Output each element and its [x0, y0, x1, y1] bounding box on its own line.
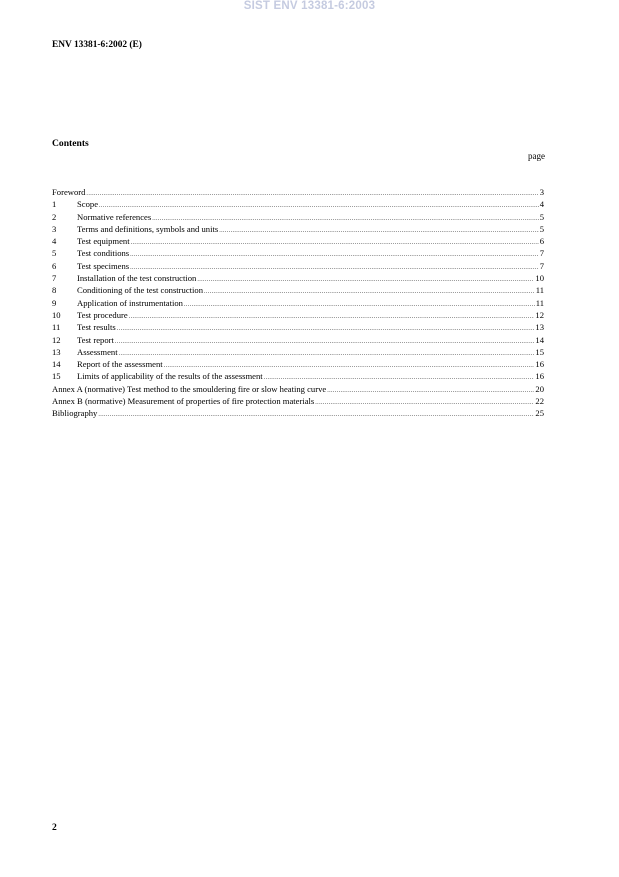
toc-entry-title: Report of the assessment — [77, 359, 163, 370]
toc-dot-leader — [86, 188, 538, 200]
toc-entry-page: 4 — [539, 199, 544, 210]
toc-entry-title: Test conditions — [77, 248, 130, 259]
toc-entry-page: 22 — [535, 396, 544, 407]
toc-entry-title: Application of instrumentation — [77, 297, 183, 308]
toc-entry-15[interactable] — [52, 370, 544, 382]
toc-entry-title: Conditioning of the test construction — [77, 285, 204, 296]
toc-entry-page: 20 — [535, 383, 544, 394]
toc-entry-title: Test report — [77, 334, 114, 345]
toc-entry-number: 13 — [52, 346, 61, 357]
toc-entry-title: Terms and definitions, symbols and units — [77, 223, 219, 234]
toc-entry-number: 5 — [52, 248, 57, 259]
toc-entry-number: 2 — [52, 211, 57, 222]
toc-entry-title: Scope — [77, 199, 99, 210]
toc-dot-leader — [117, 323, 535, 335]
toc-entry-11[interactable] — [52, 321, 544, 333]
toc-dot-leader — [315, 397, 534, 409]
toc-entry-number: 9 — [52, 297, 57, 308]
toc-entry-page: 5 — [539, 211, 544, 222]
toc-dot-leader — [119, 348, 535, 360]
toc-entry-page: 13 — [535, 322, 544, 333]
toc-entry-page: 25 — [535, 408, 544, 419]
toc-entry-number: 6 — [52, 260, 57, 271]
toc-entry-title: Test specimens — [77, 260, 130, 271]
toc-entry-number: 12 — [52, 334, 61, 345]
toc-entry-5[interactable] — [52, 247, 544, 259]
toc-dot-leader — [184, 299, 535, 311]
toc-entry-number: 4 — [52, 236, 57, 247]
toc-entry-page: 11 — [535, 285, 544, 296]
toc-entry-4[interactable] — [52, 235, 544, 247]
toc-entry-page: 5 — [539, 223, 544, 234]
toc-dot-leader — [99, 200, 539, 212]
toc-entry-number: 10 — [52, 309, 61, 320]
toc-dot-leader — [98, 409, 534, 421]
toc-entry-page: 15 — [535, 346, 544, 357]
toc-entry-7[interactable] — [52, 272, 544, 284]
toc-entry-annex-a[interactable] — [52, 383, 544, 395]
toc-dot-leader — [219, 225, 539, 237]
toc-entry-title: Annex A (normative) Test method to the smouldering fire or slow heating curve — [52, 383, 327, 394]
toc-entry-annex-b[interactable] — [52, 395, 544, 407]
toc-entry-13[interactable] — [52, 346, 544, 358]
toc-entry-3[interactable] — [52, 223, 544, 235]
toc-entry-page: 3 — [539, 187, 544, 197]
toc-entry-number: 14 — [52, 359, 61, 370]
toc-dot-leader — [197, 274, 534, 286]
toc-entry-number: 1 — [52, 199, 57, 210]
toc-entry-10[interactable] — [52, 309, 544, 321]
toc-entry-2[interactable] — [52, 211, 544, 223]
toc-entry-page: 16 — [535, 371, 544, 382]
toc-entry-page: 7 — [539, 248, 544, 259]
toc-entry-title: Normative references — [77, 211, 152, 222]
toc-entry-number: 7 — [52, 273, 57, 284]
toc-entry-number: 3 — [52, 223, 57, 234]
toc-entry-title: Assessment — [77, 346, 118, 357]
page-column-label: page — [528, 151, 545, 161]
toc-entry-14[interactable] — [52, 358, 544, 370]
toc-entry-title: Foreword — [52, 187, 86, 197]
toc-entry-title: Limits of applicability of the results of the assessment — [77, 371, 263, 382]
toc-dot-leader — [131, 237, 539, 249]
toc-dot-leader — [115, 336, 535, 348]
table-of-contents — [52, 186, 544, 420]
toc-entry-title: Test procedure — [77, 309, 128, 320]
document-id: ENV 13381-6:2002 (E) — [52, 40, 142, 50]
toc-entry-title: Test results — [77, 322, 116, 333]
toc-entry-page: 12 — [535, 309, 544, 320]
toc-entry-title: Installation of the test construction — [77, 273, 197, 284]
toc-entry-number: 8 — [52, 285, 57, 296]
toc-entry-12[interactable] — [52, 334, 544, 346]
toc-entry-title: Bibliography — [52, 408, 98, 419]
toc-entry-6[interactable] — [52, 260, 544, 272]
toc-entry-1[interactable] — [52, 198, 544, 210]
contents-heading: Contents — [52, 138, 89, 149]
toc-entry-8[interactable] — [52, 284, 544, 296]
toc-entry-page: 6 — [539, 236, 544, 247]
toc-dot-leader — [129, 311, 535, 323]
toc-entry-page: 16 — [535, 359, 544, 370]
page-number: 2 — [52, 822, 57, 833]
toc-dot-leader — [130, 249, 539, 261]
toc-entry-page: 11 — [535, 297, 544, 308]
toc-entry-number: 15 — [52, 371, 61, 382]
toc-entry-bibliography[interactable] — [52, 407, 544, 419]
toc-dot-leader — [204, 286, 535, 298]
toc-entry-page: 10 — [535, 273, 544, 284]
toc-entry-page: 14 — [535, 334, 544, 345]
toc-entry-title: Test equipment — [77, 236, 130, 247]
toc-entry-9[interactable] — [52, 297, 544, 309]
toc-entry-page: 7 — [539, 260, 544, 271]
toc-entry-number: 11 — [52, 322, 61, 333]
toc-entry-title: Annex B (normative) Measurement of properties of fire protection materials — [52, 396, 315, 407]
toc-dot-leader — [327, 385, 534, 397]
watermark: SIST ENV 13381-6:2003 — [243, 0, 376, 12]
toc-entry-foreword[interactable] — [52, 186, 544, 198]
